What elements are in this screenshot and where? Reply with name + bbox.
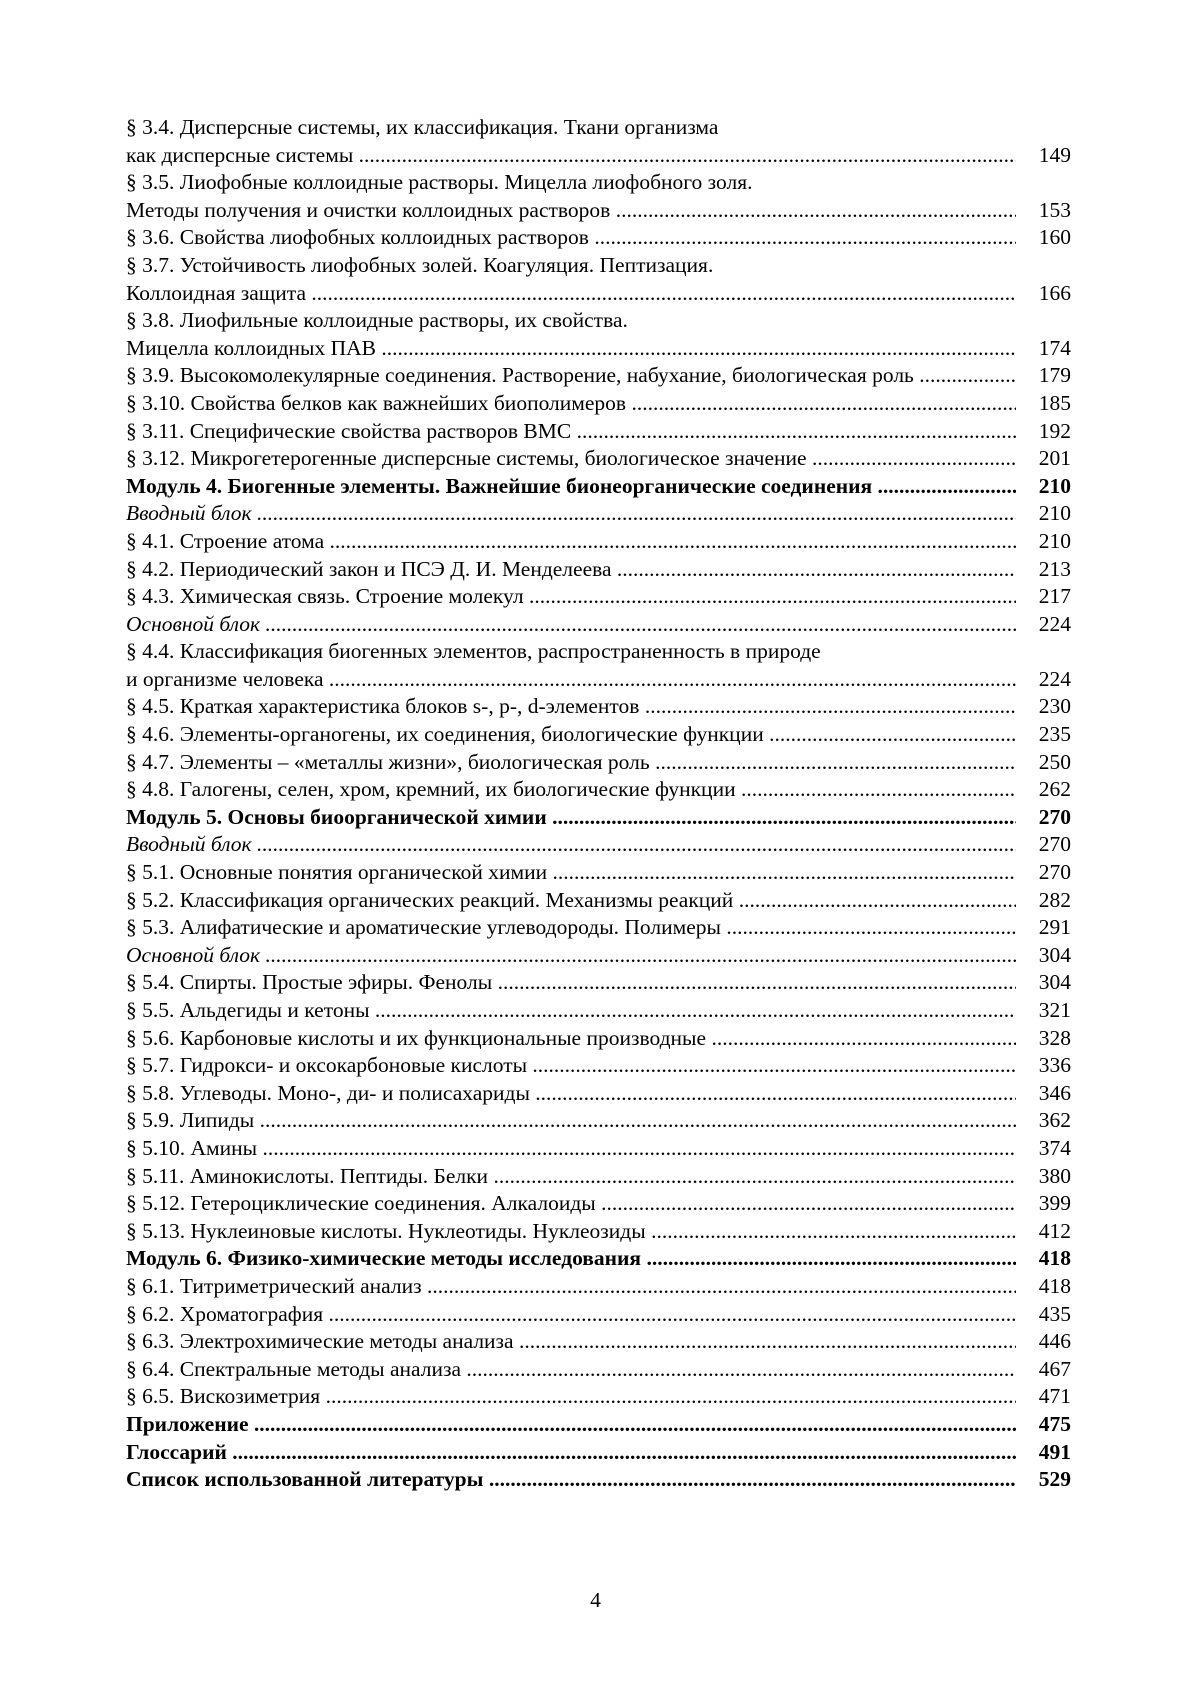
toc-entry-page: 160 bbox=[1038, 225, 1071, 250]
toc-entry-title: § 5.11. Аминокислоты. Пептиды. Белки ..... bbox=[126, 1163, 1016, 1191]
toc-entry-title: § 3.9. Высокомолекулярные соединения. Растворение, набухание, биологическая роль ..... bbox=[126, 362, 1016, 390]
toc-entry bbox=[126, 1273, 1071, 1301]
toc-entry bbox=[126, 1383, 1071, 1411]
toc-entry-page: 491 bbox=[1038, 1439, 1071, 1464]
toc-entry bbox=[126, 914, 1071, 942]
toc-entry-title: § 5.13. Нуклеиновые кислоты. Нуклеотиды. Нуклеозиды ..... bbox=[126, 1218, 1016, 1246]
toc-entry-page: 467 bbox=[1038, 1356, 1071, 1381]
toc-entry-title: § 5.8. Углеводы. Моно-, ди- и полисахариды ..... bbox=[126, 1080, 1016, 1108]
toc-entry-title-line2: и организме человека ..... bbox=[126, 666, 1016, 694]
toc-entry-title-line2: Коллоидная защита ..... bbox=[126, 280, 1016, 308]
toc-entry bbox=[126, 252, 1071, 307]
toc-entry-title: § 5.5. Альдегиды и кетоны ..... bbox=[126, 997, 1016, 1025]
toc-entry bbox=[126, 721, 1071, 749]
toc-entry bbox=[126, 1163, 1071, 1191]
toc-entry-title: § 5.10. Амины ..... bbox=[126, 1135, 1016, 1163]
toc-entry-title: § 4.7. Элементы – «металлы жизни», биологическая роль ..... bbox=[126, 749, 1016, 777]
toc-entry-title: § 5.3. Алифатические и ароматические углеводороды. Полимеры ..... bbox=[126, 914, 1016, 942]
toc-entry bbox=[126, 445, 1071, 473]
toc-entry-page: 185 bbox=[1038, 390, 1071, 415]
toc-entry-page: 153 bbox=[1038, 197, 1071, 222]
toc-entry-title: § 3.11. Специфические свойства растворов ВМС ..... bbox=[126, 418, 1016, 446]
toc-entry-title: § 6.3. Электрохимические методы анализа ..... bbox=[126, 1328, 1016, 1356]
toc-entry-page: 374 bbox=[1038, 1135, 1071, 1160]
toc-entry-page: 418 bbox=[1038, 1273, 1071, 1298]
toc-entry-page: 399 bbox=[1038, 1191, 1071, 1216]
toc-entry-title-line2: Мицелла коллоидных ПАВ ..... bbox=[126, 335, 1016, 363]
toc-entry-title: § 4.8. Галогены, селен, хром, кремний, их биологические функции ..... bbox=[126, 776, 1016, 804]
toc-entry-page: 380 bbox=[1038, 1163, 1071, 1188]
toc-entry bbox=[126, 1025, 1071, 1053]
toc-entry-page: 435 bbox=[1038, 1301, 1071, 1326]
toc-entry bbox=[126, 528, 1071, 556]
toc-entry-page: 412 bbox=[1038, 1218, 1071, 1243]
toc-entry-title: § 5.2. Классификация органических реакций. Механизмы реакций ..... bbox=[126, 887, 1016, 915]
toc-entry-page: 179 bbox=[1038, 363, 1071, 388]
toc-entry-title: Модуль 4. Биогенные элементы. Важнейшие бионеорганические соединения ..... bbox=[126, 473, 1016, 501]
toc-entry-page: 217 bbox=[1038, 584, 1071, 609]
toc-entry-page: 235 bbox=[1038, 722, 1071, 747]
toc-entry bbox=[126, 1190, 1071, 1218]
toc-entry-title: § 5.9. Липиды ..... bbox=[126, 1107, 1016, 1135]
toc-entry-page: 210 bbox=[1038, 501, 1071, 526]
toc-entry-title: Приложение ..... bbox=[126, 1411, 1016, 1439]
toc-entry-page: 262 bbox=[1038, 777, 1071, 802]
toc-entry-title: § 4.3. Химическая связь. Строение молекул ..... bbox=[126, 583, 1016, 611]
toc-entry-page: 224 bbox=[1038, 666, 1071, 691]
toc-entry-title-line1: § 3.5. Лиофобные коллоидные растворы. Мицелла лиофобного золя. bbox=[126, 170, 753, 195]
toc-entry bbox=[126, 804, 1071, 832]
toc-entry-title-line2: как дисперсные системы ..... bbox=[126, 142, 1016, 170]
toc-entry-page: 328 bbox=[1038, 1025, 1071, 1050]
toc-entry bbox=[126, 1439, 1071, 1467]
toc-entry-title: Вводный блок ..... bbox=[126, 500, 1016, 528]
toc-entry bbox=[126, 1301, 1071, 1329]
toc-entry-title: § 5.4. Спирты. Простые эфиры. Фенолы ..... bbox=[126, 969, 1016, 997]
toc-entry-title-line1: § 4.4. Классификация биогенных элементов, распространенность в природе bbox=[126, 639, 821, 664]
toc-entry-title: § 4.6. Элементы-органогены, их соединения, биологические функции ..... bbox=[126, 721, 1016, 749]
toc-entry-page: 270 bbox=[1038, 860, 1071, 885]
toc-entry bbox=[126, 749, 1071, 777]
toc-entry-title: § 4.2. Периодический закон и ПСЭ Д. И. Менделеева ..... bbox=[126, 556, 1016, 584]
toc-entry bbox=[126, 473, 1071, 501]
toc-entry-page: 270 bbox=[1038, 832, 1071, 857]
toc-entry-page: 304 bbox=[1038, 942, 1071, 967]
toc-entry bbox=[126, 1080, 1071, 1108]
toc-entry bbox=[126, 942, 1071, 970]
toc-entry bbox=[126, 611, 1071, 639]
toc-entry-title: Основной блок ..... bbox=[126, 611, 1016, 639]
toc-entry bbox=[126, 859, 1071, 887]
toc-entry bbox=[126, 1356, 1071, 1384]
toc-entry bbox=[126, 1411, 1071, 1439]
toc-entry-page: 362 bbox=[1038, 1108, 1071, 1133]
toc-entry bbox=[126, 1245, 1071, 1273]
toc-entry-page: 291 bbox=[1038, 915, 1071, 940]
toc-entry bbox=[126, 224, 1071, 252]
toc-entry bbox=[126, 556, 1071, 584]
toc-entry bbox=[126, 997, 1071, 1025]
toc-entry-title: Вводный блок ..... bbox=[126, 831, 1016, 859]
toc-entry bbox=[126, 307, 1071, 362]
toc-entry-title: § 5.7. Гидрокси- и оксокарбоновые кислоты ..... bbox=[126, 1052, 1016, 1080]
toc-entry-title-line1: § 3.8. Лиофильные коллоидные растворы, их свойства. bbox=[126, 308, 628, 333]
toc-entry-page: 230 bbox=[1038, 694, 1071, 719]
toc-entry-page: 201 bbox=[1038, 446, 1071, 471]
toc-entry-page: 224 bbox=[1038, 611, 1071, 636]
toc-entry-page: 210 bbox=[1038, 528, 1071, 553]
toc-entry bbox=[126, 390, 1071, 418]
toc-entry-title: Глоссарий ..... bbox=[126, 1439, 1016, 1467]
toc-entry-title: § 6.1. Титриметрический анализ ..... bbox=[126, 1273, 1016, 1301]
table-of-contents bbox=[126, 114, 1071, 1494]
toc-entry-page: 192 bbox=[1038, 418, 1071, 443]
toc-entry-title: § 6.2. Хроматография ..... bbox=[126, 1301, 1016, 1329]
toc-entry bbox=[126, 1135, 1071, 1163]
toc-entry-page: 529 bbox=[1038, 1467, 1071, 1492]
toc-entry-title: § 6.5. Вискозиметрия ..... bbox=[126, 1383, 1016, 1411]
toc-entry bbox=[126, 1328, 1071, 1356]
toc-entry-page: 250 bbox=[1038, 749, 1071, 774]
toc-entry bbox=[126, 969, 1071, 997]
toc-entry-title: § 3.6. Свойства лиофобных коллоидных растворов ..... bbox=[126, 224, 1016, 252]
toc-entry-title: § 6.4. Спектральные методы анализа ..... bbox=[126, 1356, 1016, 1384]
toc-entry-title: § 5.1. Основные понятия органической химии ..... bbox=[126, 859, 1016, 887]
toc-entry-page: 471 bbox=[1038, 1384, 1071, 1409]
toc-entry-title: § 4.5. Краткая характеристика блоков s-, p-, d-элементов ..... bbox=[126, 693, 1016, 721]
toc-entry bbox=[126, 500, 1071, 528]
toc-entry-title: § 3.10. Свойства белков как важнейших биополимеров ..... bbox=[126, 390, 1016, 418]
toc-entry-page: 210 bbox=[1038, 473, 1071, 498]
toc-entry bbox=[126, 776, 1071, 804]
page-number: 4 bbox=[590, 1588, 601, 1612]
toc-entry bbox=[126, 1107, 1071, 1135]
toc-entry-title: § 4.1. Строение атома ..... bbox=[126, 528, 1016, 556]
toc-entry-page: 174 bbox=[1038, 335, 1071, 360]
toc-entry bbox=[126, 418, 1071, 446]
toc-entry-title: Модуль 5. Основы биоорганической химии ..... bbox=[126, 804, 1016, 832]
toc-entry-page: 346 bbox=[1038, 1080, 1071, 1105]
toc-entry bbox=[126, 114, 1071, 169]
toc-entry-title-line1: § 3.7. Устойчивость лиофобных золей. Коагуляция. Пептизация. bbox=[126, 252, 714, 277]
toc-entry-page: 336 bbox=[1038, 1053, 1071, 1078]
toc-entry bbox=[126, 693, 1071, 721]
toc-entry bbox=[126, 887, 1071, 915]
toc-entry-title: § 5.12. Гетероциклические соединения. Алкалоиды ..... bbox=[126, 1190, 1016, 1218]
toc-entry-page: 149 bbox=[1038, 142, 1071, 167]
toc-entry-title: § 3.12. Микрогетерогенные дисперсные системы, биологическое значение ..... bbox=[126, 445, 1016, 473]
toc-entry-page: 213 bbox=[1038, 556, 1071, 581]
toc-entry-page: 446 bbox=[1038, 1329, 1071, 1354]
toc-entry-title: Модуль 6. Физико-химические методы исследования ..... bbox=[126, 1245, 1016, 1273]
toc-entry bbox=[126, 1466, 1071, 1494]
toc-entry-page: 166 bbox=[1038, 280, 1071, 305]
toc-entry bbox=[126, 583, 1071, 611]
toc-entry-page: 270 bbox=[1038, 804, 1071, 829]
toc-entry-page: 282 bbox=[1038, 887, 1071, 912]
toc-entry bbox=[126, 169, 1071, 224]
toc-entry-title: § 5.6. Карбоновые кислоты и их функциональные производные ..... bbox=[126, 1025, 1016, 1053]
toc-entry-title: Основной блок ..... bbox=[126, 942, 1016, 970]
toc-entry-page: 418 bbox=[1038, 1246, 1071, 1271]
toc-entry-title: Список использованной литературы ..... bbox=[126, 1466, 1016, 1494]
toc-entry-page: 475 bbox=[1038, 1411, 1071, 1436]
toc-entry-page: 321 bbox=[1038, 998, 1071, 1022]
toc-entry-title-line2: Методы получения и очистки коллоидных растворов ..... bbox=[126, 197, 1016, 225]
toc-entry bbox=[126, 1052, 1071, 1080]
toc-entry bbox=[126, 831, 1071, 859]
toc-entry-page: 304 bbox=[1038, 970, 1071, 995]
toc-entry bbox=[126, 1218, 1071, 1246]
toc-entry-title-line1: § 3.4. Дисперсные системы, их классификация. Ткани организма bbox=[126, 115, 719, 139]
toc-entry bbox=[126, 638, 1071, 693]
toc-entry bbox=[126, 362, 1071, 390]
